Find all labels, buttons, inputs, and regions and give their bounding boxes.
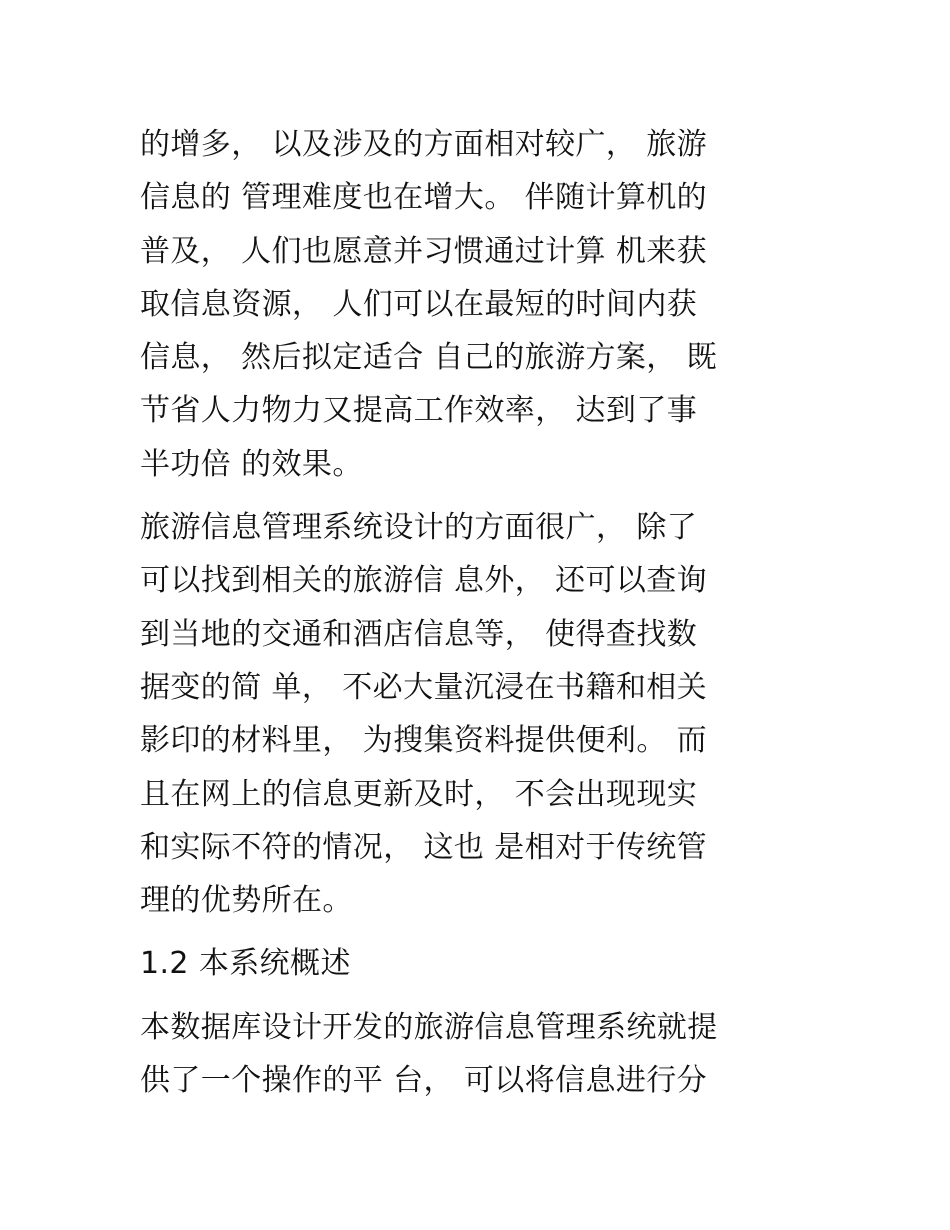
text-line: 旅游信息管理系统设计的方面很广， 除了 [140, 510, 698, 546]
text-line: 理的优势所在。 [140, 883, 353, 919]
document-body [140, 118, 820, 1117]
text-line: 据变的简 单， 不必大量沉浸在书籍和相关 [140, 669, 708, 705]
text-line: 到当地的交通和酒店信息等， 使得查找数 [140, 616, 698, 652]
section-title: 1.2 本系统概述 [140, 946, 351, 982]
paragraph-1 [140, 118, 820, 491]
text-line: 且在网上的信息更新及时， 不会出现现实 [140, 776, 698, 812]
text-line: 普及， 人们也愿意并习惯通过计算 机来获 [140, 233, 708, 269]
paragraph-2 [140, 501, 820, 927]
paragraph-3 [140, 1001, 820, 1108]
text-line: 的增多， 以及涉及的方面相对较广， 旅游 [140, 127, 708, 162]
text-line: 信息， 然后拟定适合 自己的旅游方案， 既 [140, 340, 718, 376]
text-line: 和实际不符的情况， 这也 是相对于传统管 [140, 829, 708, 865]
text-line: 信息的 管理难度也在增大。 伴随计算机的 [140, 180, 708, 216]
text-line: 本数据库设计开发的旅游信息管理系统就提 [140, 1009, 718, 1045]
text-line: 可以找到相关的旅游信 息外， 还可以查询 [140, 563, 708, 599]
text-line: 取信息资源， 人们可以在最短的时间内获 [140, 286, 698, 322]
section-heading [140, 937, 820, 990]
text-line: 半功倍 的效果。 [140, 446, 363, 482]
text-line: 供了一个操作的平 台， 可以将信息进行分 [140, 1063, 708, 1099]
text-line: 节省人力物力又提高工作效率， 达到了事 [140, 393, 698, 429]
text-line: 影印的材料里， 为搜集资料提供便利。 而 [140, 723, 708, 759]
